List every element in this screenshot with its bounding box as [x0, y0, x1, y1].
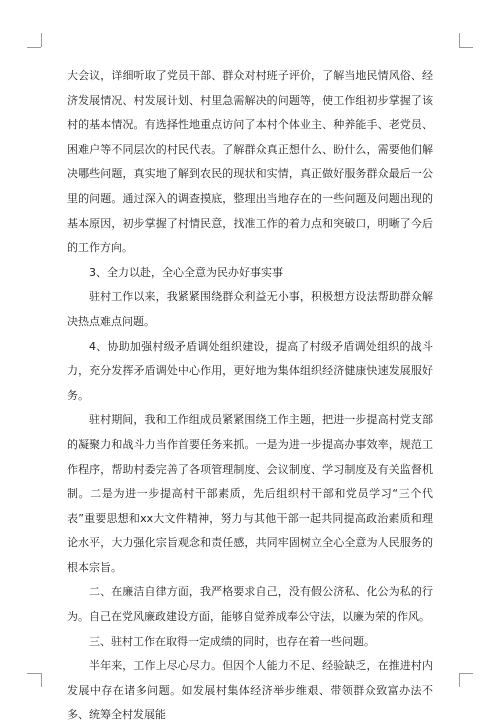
heading-4-mediation: 4、协助加强村级矛盾调处组织建设，提高了村级矛盾调处组织的战斗力，充分发挥矛盾调处中心作用，更好地为集体组织经济健康快速发展服好务。	[67, 339, 433, 402]
paragraph-party-branch: 驻村期间，我和工作组成员紧紧围绕工作主题，把进一步提高村党支部的凝聚力和战斗力当作首要任务来抓。一是为进一步提高办事效率，规范工作程序，帮助村委完善了各项管理制度、会议制度、学习制度及有关监督机制。二是为进一步提高村干部素质，先后组织村干部和党员学习“三个代表”重要思想和xx大文件精神，努力与其他干部一起共同提高政治素质和理论水平，大力强化宗旨观念和责任感，共同牢固树立全心全意为人民服务的根本宗旨。	[67, 413, 433, 574]
paragraph-half-year: 半年来，工作上尽心尽力。但因个人能力不足、经验缺乏，在推进村内发展中存在诸多问题。如发展村集体经济举步维艰、带领群众致富办法不多、统筹全村发展能	[67, 659, 433, 722]
document-body	[67, 64, 433, 728]
crop-mark-top-right-horizontal	[459, 47, 473, 48]
heading-problems: 三、驻村工作在取得一定成绩的同时，也存在着一些问题。	[89, 634, 375, 648]
crop-mark-bottom-left-horizontal	[27, 673, 41, 674]
crop-mark-top-left-horizontal	[27, 47, 41, 48]
crop-mark-bottom-right-horizontal	[459, 673, 473, 674]
crop-mark-top-right-vertical	[459, 33, 460, 47]
heading-3-serve-people: 3、全力以赴，全心全意为民办好事实事	[89, 265, 283, 279]
paragraph-integrity: 二、在廉洁自律方面，我严格要求自己，没有假公济私、化公为私的行为。自己在党风廉政建设方面，能够自觉养成奉公守法，以廉为荣的作风。	[67, 585, 433, 624]
crop-mark-bottom-right-vertical	[459, 673, 460, 687]
crop-mark-top-left-vertical	[41, 33, 42, 47]
paragraph-intro-continued: 大会议，详细听取了党员干部、群众对村班子评价，了解当地民情风俗、经济发展情况、村发展计划、村里急需解决的问题等，使工作组初步掌握了该村的基本情况。有选择性地重点访问了本村个体业主、种养能手、老党员、困难户等不同层次的村民代表。了解群众真正想什么、盼什么，需要他们解决哪些问题，真实地了解到农民的现状和实情，真正做好服务群众最后一公里的问题。通过深入的调查摸底，整理出当地存在的一些问题及问题出现的基本原因，初步掌握了村情民意，找准工作的着力点和突破口，明晰了今后的工作方向。	[67, 69, 433, 255]
crop-mark-bottom-left-vertical	[41, 673, 42, 687]
paragraph-village-work: 驻村工作以来，我紧紧围绕群众利益无小事，积极想方设法帮助群众解决热点难点问题。	[67, 290, 433, 328]
